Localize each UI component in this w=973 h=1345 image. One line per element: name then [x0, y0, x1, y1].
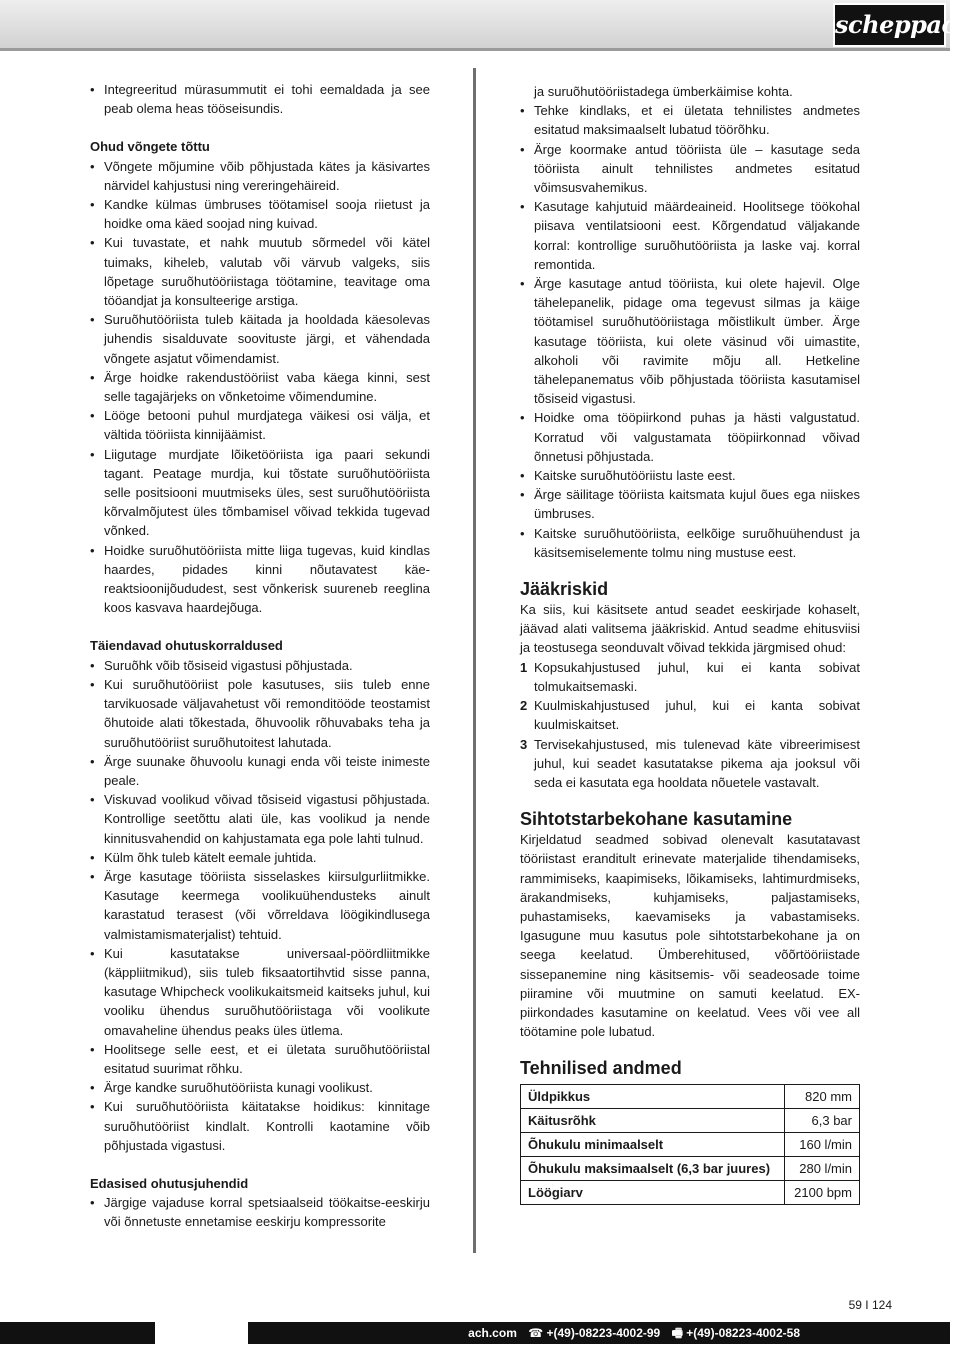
- column-divider: [473, 68, 476, 1253]
- list-item: • Liigutage murdjate lõiketööriista iga paari sekundi tagant. Peatage murdja, kui tõstate suruõhutööriista selle positsiooni muutmiseks üles, sest suruõhutööriista kõrvalmõjutest üles tõmbamisel võivad tekkida tugevad võnked.: [90, 445, 430, 541]
- continuation-text: ja suruõhutööriistadega ümberkäimise kohta.: [534, 84, 793, 99]
- intended-use-title: Sihtotstarbekohane kasutamine: [520, 809, 793, 830]
- numbered-item: [520, 658, 860, 696]
- further-safety-list: [90, 1193, 430, 1231]
- list-item: • Lööge betooni puhul murdjatega väikesi osi välja, et vältida tööriista kinnijäämist.: [90, 406, 430, 444]
- spec-label: Löögiarv: [521, 1181, 785, 1205]
- residual-risks-list: [520, 658, 860, 792]
- item-text: Tervisekahjustused, mis tulenevad käte vibreerimisest juhul, kui seadet kasutatakse pikema aja jooksul või seda ei kasutata ega hooldata nõuetele vastavalt.: [534, 736, 860, 790]
- list-item: • Suruõhk võib tõsiseid vigastusi põhjustada.: [90, 656, 430, 675]
- list-item: • Ärge hoidke rakendustööriist vaba käega kinni, sest selle tagajärjeks on võnketoime võimendumine.: [90, 368, 430, 406]
- intended-use-text: Kirjeldatud seadmed sobivad olenevalt kasutatavast tööriistast eranditult erinevate materjalide tihendamiseks, rammimiseks, kaapimiseks, lõikamiseks, lahtimurdmiseks, ärakandmiseks, kuhjamiseks, paljastamiseks, puhastamiseks, kaevamiseks ja vabastamiseks. Igasugune muu kasutus pole sihtotstarbekohane ja on seega keelatud. Ümberehitused, võõrtööriistade sissepanemine ning käsitsemis- või seadeosade toime piiramine või muutmine on samuti keelatud. EX-piirkondades kasutamine on keelatud. Vees või vee all töötamine pole lubatud.: [520, 832, 860, 1040]
- spec-label: Õhukulu minimaalselt: [521, 1133, 785, 1157]
- table-row: [521, 1181, 860, 1205]
- spec-value: 6,3 bar: [785, 1109, 860, 1133]
- list-item: • Integreeritud mürasummutit ei tohi eemaldada ja see peab olema heas tööseisundis.: [90, 80, 430, 118]
- list-item: • Viskuvad voolikud võivad tõsiseid vigastusi põhjustada. Kontrollige seetõttu alati üle, kas voolikud ja nende kinnitusvahendid on kahjustamata ega pole lahti tulnud.: [90, 790, 430, 848]
- item-text: Kopsukahjustused juhul, kui ei kanta sobivat tolmukaitsemaski.: [534, 659, 860, 694]
- vibration-list: [90, 157, 430, 618]
- brand-logo: scheppach: [833, 3, 946, 47]
- intro-list: [90, 80, 430, 118]
- list-item: • Hoidke suruõhutööriista mitte liiga tugevas, kuid kindlas haardes, pidades kinni nõutavatest käe-reaktsioonijõududest, sest võnkerisk suureneb reeglina koos kasvava haardejõuga.: [90, 541, 430, 618]
- left-column: [90, 80, 430, 1232]
- table-row: [521, 1085, 860, 1109]
- spec-value: 280 l/min: [785, 1157, 860, 1181]
- further-safety-heading: Edasised ohutusjuhendid: [90, 1175, 249, 1191]
- technical-data-title: Tehnilised andmed: [520, 1058, 682, 1079]
- footer-contact: [460, 1322, 800, 1344]
- numbered-item: [520, 735, 860, 793]
- item-number: 3: [520, 736, 528, 752]
- list-item: • Külm õhk tuleb kätelt eemale juhtida.: [90, 848, 430, 867]
- additional-safety-list: [90, 656, 430, 1155]
- list-item: • Ärge suunake õhuvoolu kunagi enda või teiste inimeste peale.: [90, 752, 430, 790]
- vibration-heading: Ohud võngete tõttu: [90, 139, 210, 155]
- technical-data-table: [520, 1084, 860, 1205]
- list-item: • Kui suruõhutööriist pole kasutuses, siis tuleb enne tarvikuosade väljavahetust või remonditööde teostamist õhutoide alati tõkestada, õhuvoolik rõhuvabaks teha ja suruõhutööriist suruõhutoitest lahutada.: [90, 675, 430, 752]
- list-item: • Tehke kindlaks, et ei ületata tehnilistes andmetes esitatud maksimaalselt lubatud töörõhku.: [520, 101, 860, 139]
- spec-label: Üldpikkus: [521, 1085, 785, 1109]
- list-item: • Kui tuvastate, et nahk muutub sõrmedel või kätel tuimaks, kiheleb, valutab või värvub valgeks, siis lõpetage suruõhutööriistaga töötamine, teavitage oma tööandjat ja konsulteerige arstiga.: [90, 233, 430, 310]
- list-item: • Suruõhutööriista tuleb käitada ja hooldada käesolevas juhendis sisalduvate soovituste järgi, et vähendada võngete asjatut võimendamist.: [90, 310, 430, 368]
- footer-white-block: [155, 1322, 248, 1344]
- spec-value: 820 mm: [785, 1085, 860, 1109]
- list-item: • Ärge säilitage tööriista kaitsmata kujul õues ega niiskes ümbruses.: [520, 485, 860, 523]
- right-safety-list: [520, 101, 860, 562]
- right-column: [520, 82, 860, 1205]
- table-row: [521, 1109, 860, 1133]
- item-number: 1: [520, 659, 528, 675]
- list-item: • Võngete mõjumine võib põhjustada kätes ja käsivartes närvidel kahjustusi ning vereringehäireid.: [90, 157, 430, 195]
- list-item: • Kui suruõhutööriista käitatakse hoidikus: kinnitage suruõhutööriist kindlalt. Kontrolli kaotamine võib põhjustada vigastusi.: [90, 1097, 430, 1155]
- table-row: [521, 1133, 860, 1157]
- spec-label: Käitusrõhk: [521, 1109, 785, 1133]
- spec-label: Õhukulu maksimaalselt (6,3 bar juures): [521, 1157, 785, 1181]
- list-item: • Kaitske suruõhutööriistu laste eest.: [520, 466, 860, 485]
- list-item: • Hoidke oma tööpiirkond puhas ja hästi valgustatud. Korratud või valgustamata tööpiirkonnad võivad õnnetusi põhjustada.: [520, 408, 860, 466]
- list-item: • Järgige vajaduse korral spetsiaalseid töökaitse-eeskirju või õnnetuste ennetamise eeskirju kompressorite: [90, 1193, 430, 1231]
- item-number: 2: [520, 698, 528, 714]
- footer-fax: 🖷 +(49)-08223-4002-58: [671, 1326, 800, 1340]
- item-text: Kuulmiskahjustused juhul, kui ei kanta sobivat kuulmiskaitset.: [534, 698, 860, 733]
- residual-risks-text: Ka siis, kui käsitsete antud seadet eeskirjade kohaselt, jäävad alati valitsema jääkriskid. Antud seadme ehitusviisi ja teostusega seonduvalt võivad tekkida järgmised ohud:: [520, 602, 860, 656]
- residual-risks-title: Jääkriskid: [520, 579, 609, 600]
- list-item: • Kandke külmas ümbruses töötamisel sooja riietust ja hoidke oma käed soojad ning kuivad.: [90, 195, 430, 233]
- footer-website: ach.com: [468, 1326, 517, 1340]
- spec-value: 2100 bpm: [785, 1181, 860, 1205]
- list-item: • Ärge kasutage antud tööriista, kui olete hajevil. Olge tähelepanelik, pidage oma tegevust silmas ja käige töötamisel suruõhutööriistaga mõistlikult ümber. Ärge kasutage tööriista, kui olete väsinud või uimastite, alkoholi või ravimite mõju all. Hetkeline tähelepanematus võib põhjustada tööriista kasutamisel tõsiseid vigastusi.: [520, 274, 860, 408]
- list-item: • Kaitske suruõhutööriista, eelkõige suruõhuühendust ja käsitsemiselemente tolmu ning mustuse eest.: [520, 524, 860, 562]
- list-item: • Kasutage kahjutuid määrdeaineid. Hoolitsege töökohal piisava ventilatsiooni eest. Kõrgendatud väljakande korral: kontrollige suruõhutööriista ja laske vaj. korral remontida.: [520, 197, 860, 274]
- list-item: • Ärge kandke suruõhutööriista kunagi voolikust.: [90, 1078, 430, 1097]
- numbered-item: [520, 696, 860, 734]
- list-item: • Ärge kasutage tööriista sisselaskes kiirsulgurliitmikke. Kasutage keermega voolikuühendusteks ainult karastatud terasest (või võrreldava löögikindlusega valmistamismaterjalist) tehtuid.: [90, 867, 430, 944]
- list-item: • Kui kasutatakse universaal-pöördliitmikke (käppliitmikud), siis tuleb fiksaatortihvtid sisse panna, kasutage Whipcheck voolikukaitsmeid kaitseks juhul, kui vooliku ühendus suruõhutööriistaga või voolikute omavaheline ühendus peaks üles ütlema.: [90, 944, 430, 1040]
- list-item: • Hoolitsege selle eest, et ei ületata suruõhutööriistal esitatud suurimat rõhku.: [90, 1040, 430, 1078]
- footer-phone: ☎ +(49)-08223-4002-99: [528, 1326, 661, 1340]
- table-row: [521, 1157, 860, 1181]
- additional-safety-heading: Täiendavad ohutuskorraldused: [90, 638, 283, 654]
- header-bar: [0, 0, 973, 51]
- spec-value: 160 l/min: [785, 1133, 860, 1157]
- page-number: 59 I 124: [848, 1298, 892, 1312]
- list-item: • Ärge koormake antud tööriista üle – kasutage seda tööriista ainult tehnilistes andmetes esitatud võimsusvahemikus.: [520, 140, 860, 198]
